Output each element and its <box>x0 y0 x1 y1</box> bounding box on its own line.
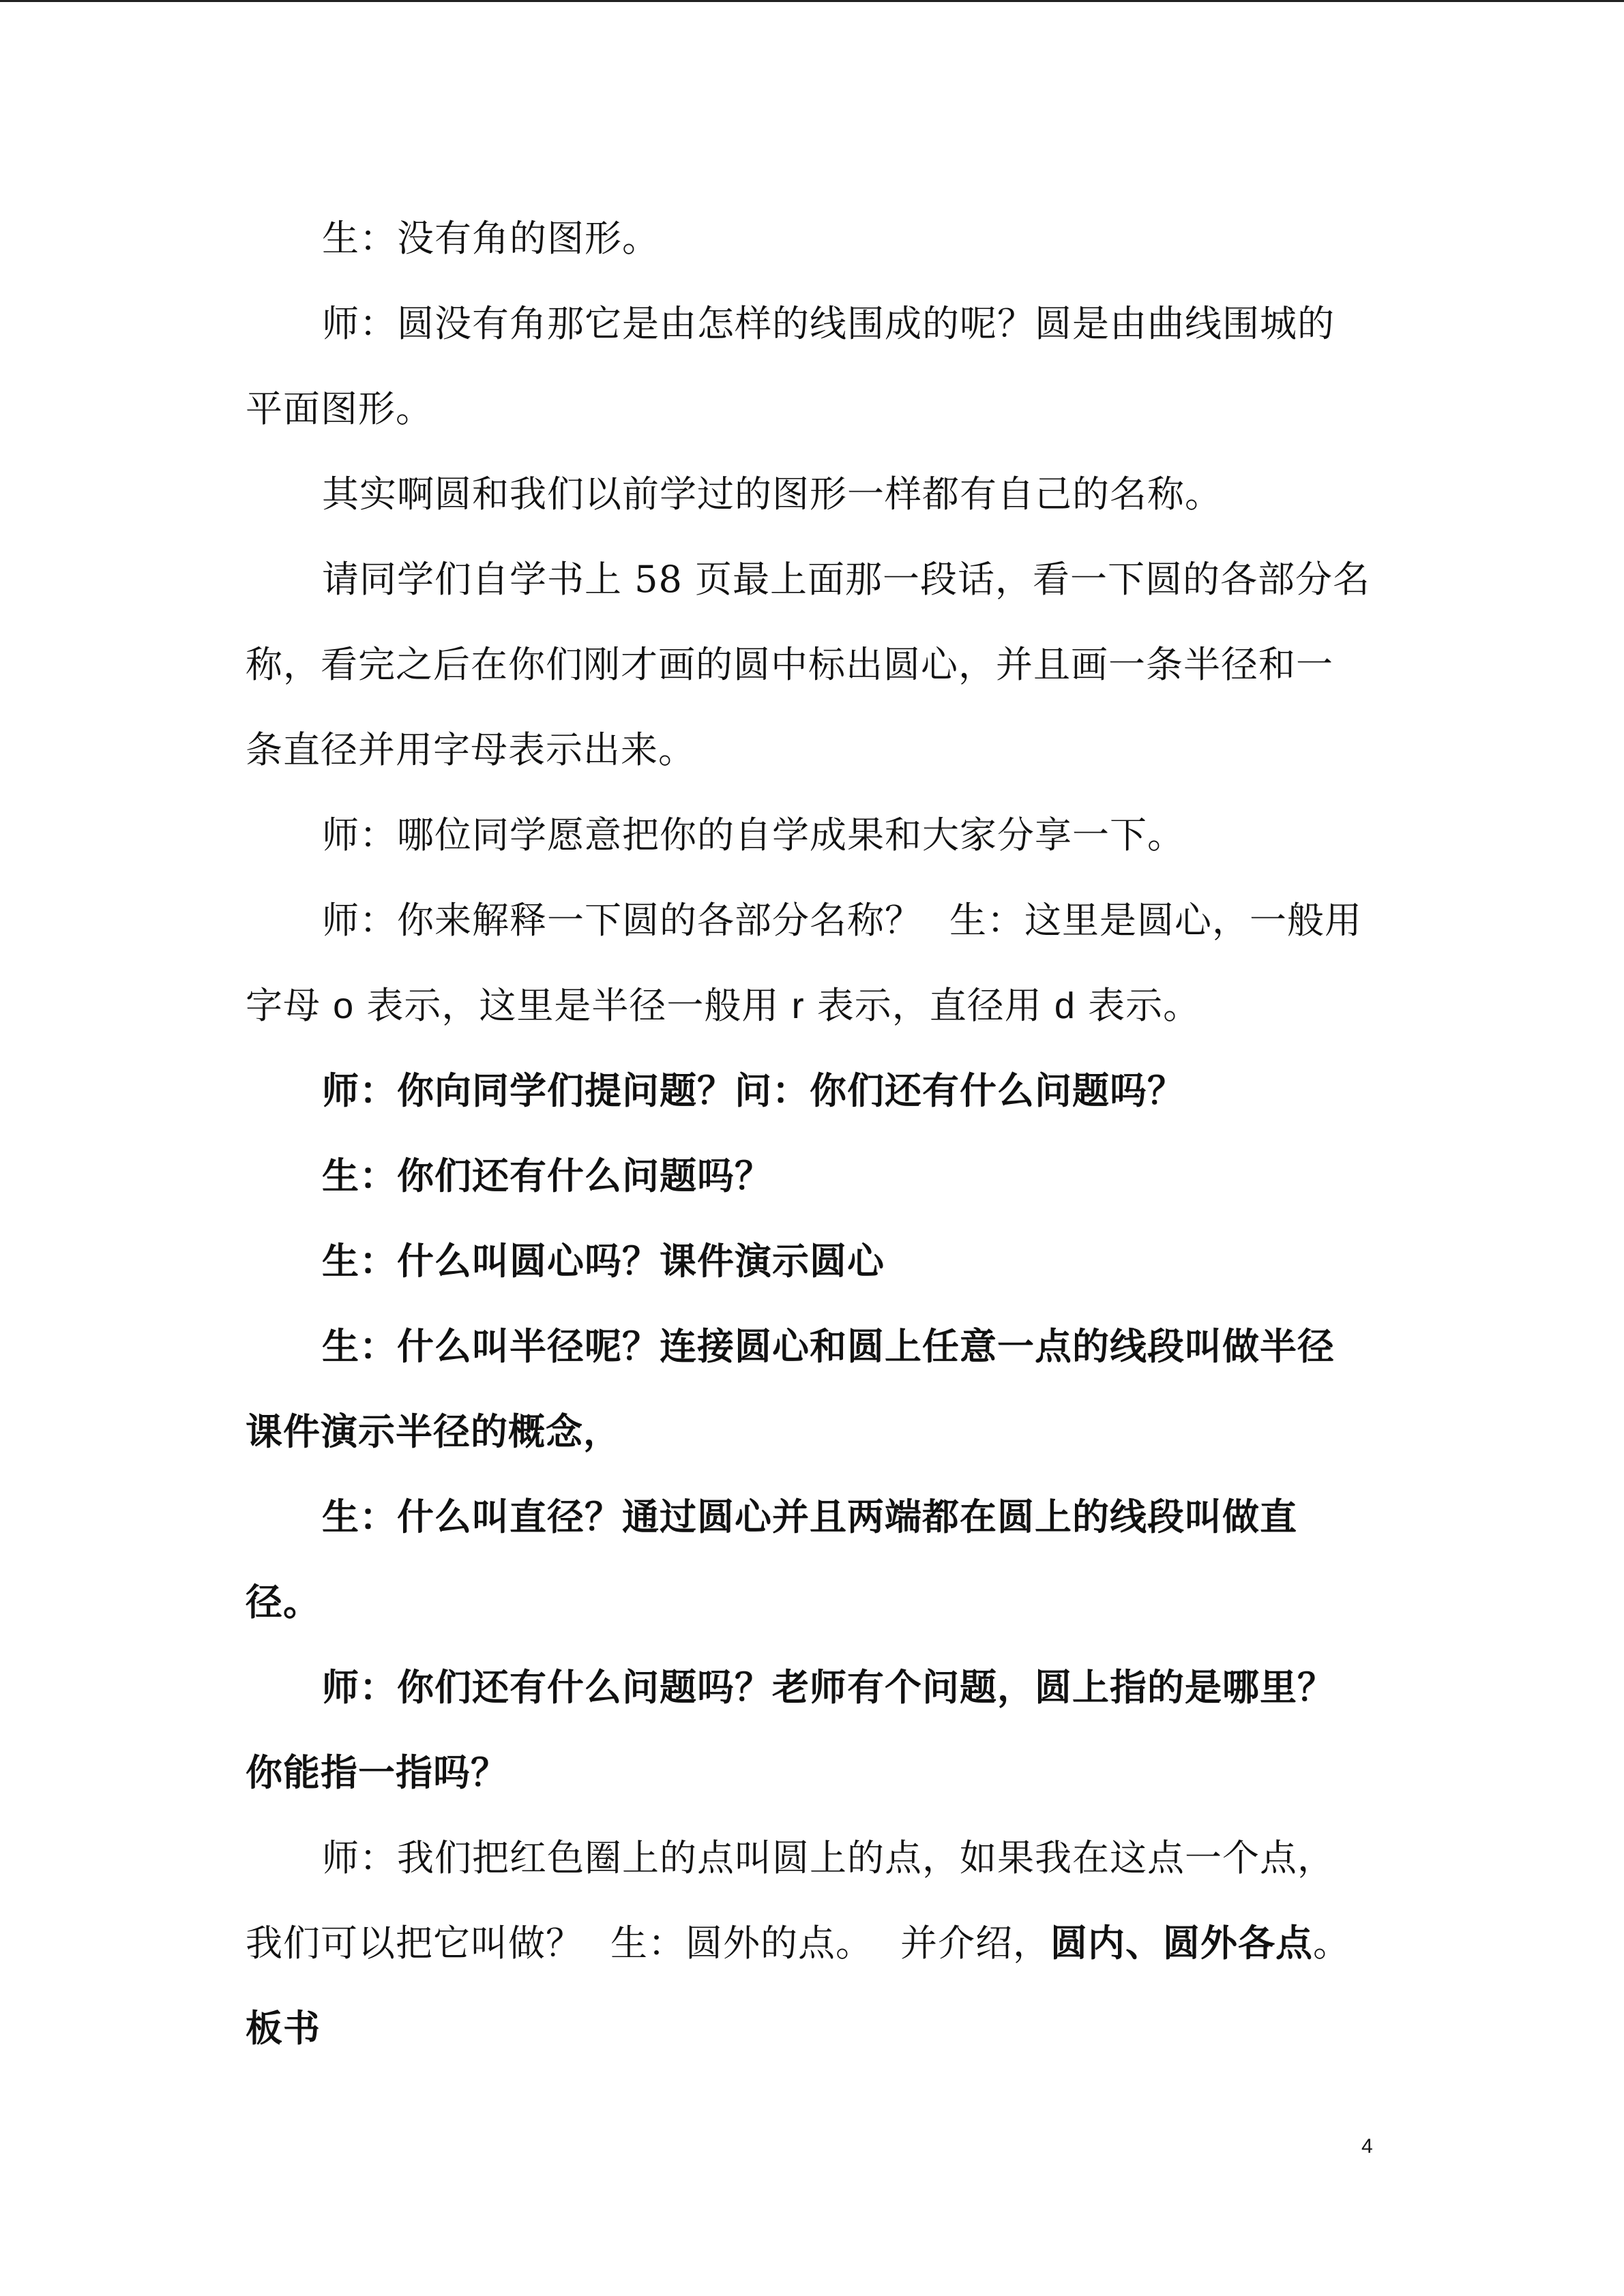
paragraph-line-16: 生：什么叫直径？通过圆心并且两端都在圆上的线段叫做直 <box>322 1495 1297 1538</box>
paragraph-line-14: 生：什么叫半径呢？连接圆心和圆上任意一点的线段叫做半径 <box>322 1325 1335 1368</box>
paragraph-line-12: 生：你们还有什么问题吗？ <box>322 1154 772 1197</box>
line-text-a: 我们可以把它叫做？ <box>246 1922 583 1965</box>
line-text-b: 表示，这里是半径一般用 <box>354 984 792 1027</box>
line-text-d: 。 <box>1313 1922 1350 1965</box>
paragraph-line-15: 课件演示半径的概念， <box>246 1410 621 1453</box>
letter-r: r <box>791 985 805 1026</box>
paragraph-line-3: 平面图形。 <box>246 387 433 430</box>
paragraph-line-5: 请同学们自学书上 58 页最上面那一段话，看一下圆的各部分名 <box>322 558 1371 601</box>
paragraph-line-4: 其实啊圆和我们以前学过的图形一样都有自己的名称。 <box>322 473 1222 516</box>
teacher-question-text: 师：你来解释一下圆的各部分名称？ <box>322 899 922 942</box>
letter-o: o <box>333 985 355 1026</box>
paragraph-line-21 <box>246 1920 1391 1967</box>
paragraph-line-17: 径。 <box>246 1581 321 1624</box>
paragraph-line-19: 你能指一指吗？ <box>246 1751 508 1794</box>
student-answer-text: 生：这里是圆心，一般用 <box>949 899 1362 942</box>
letter-d: d <box>1054 985 1076 1026</box>
paragraph-line-7: 条直径并用字母表示出来。 <box>246 728 696 771</box>
paragraph-line-13: 生：什么叫圆心吗？课件演示圆心 <box>322 1240 885 1283</box>
bold-phrase: 圆内、圆外各点 <box>1050 1922 1313 1965</box>
paragraph-line-11: 师：你向同学们提问题？问：你们还有什么问题吗？ <box>322 1069 1185 1112</box>
paragraph-line-9 <box>322 897 1391 944</box>
line-text-a: 字母 <box>246 984 334 1027</box>
line-text-b: 生：圆外的点。 <box>610 1922 873 1965</box>
paragraph-line-20: 师：我们把红色圈上的点叫圆上的点，如果我在这点一个点， <box>322 1836 1335 1879</box>
line-text-c: 表示，直径用 <box>804 984 1054 1027</box>
paragraph-line-22: 板书 <box>246 2007 321 2050</box>
line-text-c: 并介绍， <box>900 1922 1050 1965</box>
paragraph-line-18: 师：你们还有什么问题吗？老师有个问题，圆上指的是哪里？ <box>322 1666 1335 1709</box>
line-text-d: 表示。 <box>1075 984 1201 1027</box>
paragraph-line-10 <box>246 982 1391 1030</box>
page-number: 4 <box>1361 2135 1373 2158</box>
paragraph-line-2: 师：圆没有角那它是由怎样的线围成的呢？圆是由曲线围城的 <box>322 302 1335 345</box>
paragraph-line-8: 师：哪位同学愿意把你的自学成果和大家分享一下。 <box>322 814 1185 856</box>
top-border <box>0 0 1624 2</box>
paragraph-line-1: 生：没有角的图形。 <box>322 217 660 260</box>
paragraph-line-6: 称，看完之后在你们刚才画的圆中标出圆心，并且画一条半径和一 <box>246 643 1333 686</box>
